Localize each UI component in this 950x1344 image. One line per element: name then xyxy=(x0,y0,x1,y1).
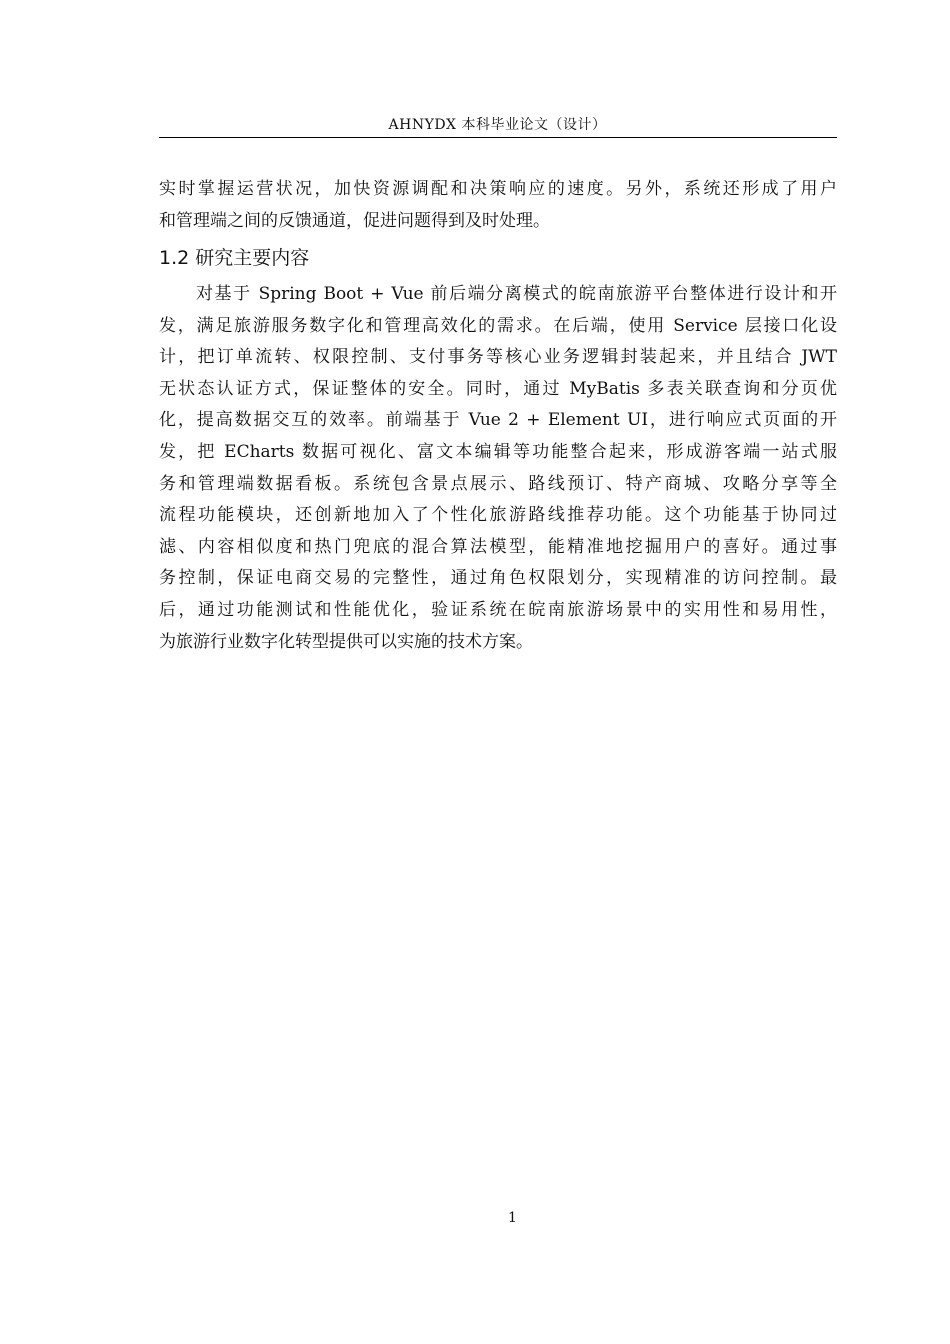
paragraph-line: 和管理端之间的反馈通道，促进问题得到及时处理。 xyxy=(159,210,550,231)
paragraph-line: 对基于 Spring Boot + Vue 前后端分离模式的皖南旅游平台整体进行设计和开 xyxy=(196,284,837,304)
paragraph-line: 滤、内容相似度和热门兜底的混合算法模型，能精准地挖掘用户的喜好。通过事 xyxy=(159,536,837,557)
section-heading: 1.2 研究主要内容 xyxy=(159,247,310,269)
paragraph-line: 务控制，保证电商交易的完整性，通过角色权限划分，实现精准的访问控制。最 xyxy=(159,568,837,589)
page-number: 1 xyxy=(508,1210,517,1226)
paragraph-line: 无状态认证方式，保证整体的安全。同时，通过 MyBatis 多表关联查询和分页优 xyxy=(159,378,837,399)
header-rule xyxy=(159,137,837,138)
paragraph-line: 发，把 ECharts 数据可视化、富文本编辑等功能整合起来，形成游客端一站式服 xyxy=(159,441,837,462)
continuation-paragraph xyxy=(159,174,837,237)
paragraph-line: 计，把订单流转、权限控制、支付事务等核心业务逻辑封装起来，并且结合 JWT xyxy=(159,347,837,368)
section-paragraph xyxy=(159,279,837,658)
paragraph-line: 化，提高数据交互的效率。前端基于 Vue 2 + Element UI，进行响应式页面的开 xyxy=(159,410,837,431)
paragraph-line: 发，满足旅游服务数字化和管理高效化的需求。在后端，使用 Service 层接口化设 xyxy=(159,315,837,336)
paragraph-line: 务和管理端数据看板。系统包含景点展示、路线预订、特产商城、攻略分享等全 xyxy=(159,473,837,494)
paragraph-line: 为旅游行业数字化转型提供可以实施的技术方案。 xyxy=(159,631,533,652)
running-header: AHNYDX 本科毕业论文（设计） xyxy=(388,117,607,133)
paragraph-line: 流程功能模块，还创新地加入了个性化旅游路线推荐功能。这个功能基于协同过 xyxy=(159,505,837,526)
paragraph-line: 后，通过功能测试和性能优化，验证系统在皖南旅游场景中的实用性和易用性， xyxy=(159,599,837,620)
paragraph-line: 实时掌握运营状况，加快资源调配和决策响应的速度。另外，系统还形成了用户 xyxy=(159,179,837,199)
